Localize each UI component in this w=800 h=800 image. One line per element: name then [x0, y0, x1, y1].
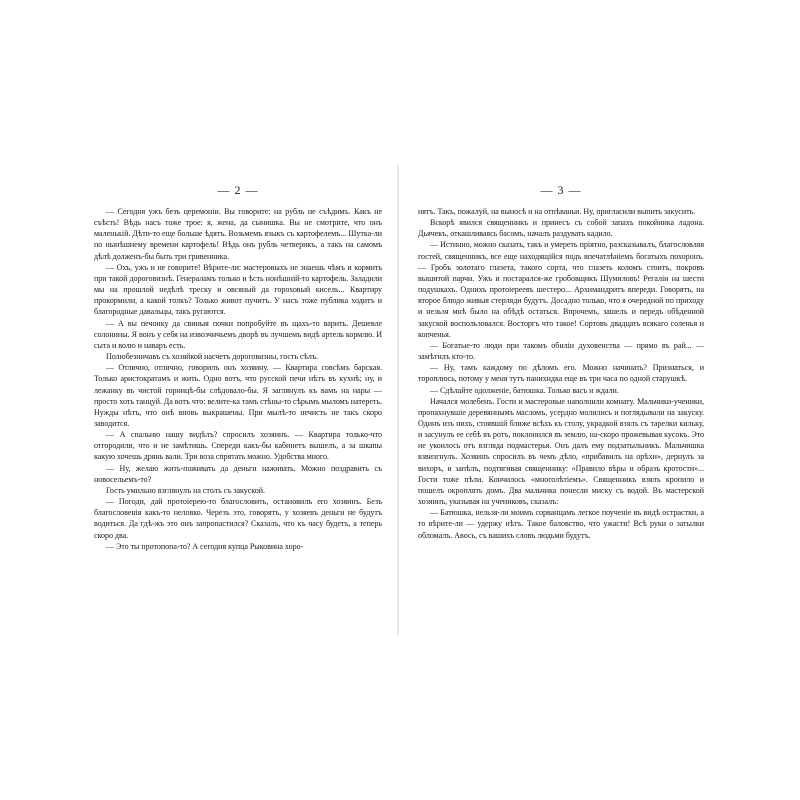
paragraph: — Ну, желаю жить-поживать да деньги наживать. Можно поздравить съ новосельемъ-то? [94, 463, 382, 484]
paragraph: — Отлично, отлично, говорилъ онъ хозяину. — Квартира совсѣмъ барская. Только аристократамъ и жить. Одно вотъ, что русской печи нѣтъ въ кухнѣ; ну, и лежанку въ чистой горницѣ-бы слѣдовало-бы. Я заглянулъ къ вамъ на нары — просто хоть танцуй. Да вотъ что: велите-ка тамъ стѣны-то сѣрымъ мыломъ натереть. Нужды нѣтъ, что онѣ вновь выкрашены. При мылѣ-то нечисть не такъ скоро заводится. [94, 363, 382, 428]
page-number-right: — 3 — [540, 183, 582, 197]
paragraph: — Сдѣлайте одолженіе, батюшка. Только васъ и ждали. [430, 385, 619, 395]
paragraph: Вскорѣ явился священникъ и принесъ съ собой запахъ покойника ладона. Дьячекъ, откашливаясь басомъ, началъ раздувать кадило. [418, 218, 704, 239]
right-page [418, 182, 704, 541]
page-number-left: — 2 — [217, 183, 259, 197]
paragraph: — Это ты протопопа-то? А сегодня купца Рыковина хоро- [106, 541, 304, 551]
paragraph: — А вы печонку да свиныя почки попробуйте въ щахъ-то варить. Дешевле солонины. Я вонъ у себя на извозчичьемъ дворѣ въ лучшемъ видѣ артель кормлю. И сыта и волю и наваръ есть. [94, 318, 382, 350]
paragraph: — Сегодня ужъ безъ церемоніи. Вы говорите: на рубль не съѣдимъ. Какъ не съѣсть! Вѣдь насъ тоже трое: я, жена, да сынишка. Вы не смотрите, что онъ маленькій. Дѣти-то еще больше ѣдятъ. Возьмемъ языкъ съ картофелемъ... Шутка-ли по нынѣшнему времени картофель! Вѣдь онъ рубль четверикъ, а такъ на самомъ дѣлѣ долженъ-бы быть три гривенника. [94, 207, 382, 261]
paragraph: — Погоди, дай протоіерею-то благословить, остановилъ его хозяинъ. Безъ благословенія какъ-то неловко. Черезъ это, говорятъ, у хозяевъ деньги не будутъ водиться. Да гдѣ-жъ это онъ запропастился? Сказалъ, что къ часу будетъ, а теперь скоро два. [94, 497, 382, 540]
paragraph: — Охъ, ужъ и не говорите! Вѣрите-ли: мастеровыхъ не знаешь чѣмъ и кормить при такой дороговизнѣ. Генераламъ только и ѣсть нонѣшній-то картофель. Заладили мы на прошлой недѣлѣ треску и овсяный да гороховый кисель... Квартиру прокормили, а какой толкъ? Только живот пучитъ. У насъ тоже публика ходитъ и благородные давальцы, такъ ругаются. [94, 262, 382, 317]
paragraph: Полюбезничавъ съ хозяйкой насчетъ дороговизны, гость сѣлъ. [106, 352, 318, 362]
left-page [94, 182, 382, 552]
paragraph: нятъ. Такъ, пожалуй, на выносѣ и на отпѣваньи. Ну, пригласили выпить закусить. [418, 207, 696, 216]
paragraph: — А спальню нашу видѣлъ? спросилъ хозяинъ. — Квартира только-что отгородили, что и не замѣтишь. Спереди какъ-бы кабинетъ вышелъ, а за шкапы какую хочешь дрянь вали. Три воза спрятать можно. Удобства много. [94, 430, 382, 462]
paragraph: — Ну, тамъ каждому по дѣломъ его. Можно начинать? Признаться, и тороплюсь, потому у меня тутъ панихидка еще въ три часа по одной старушкѣ. [418, 363, 704, 384]
paragraph: — Истинно, можно сказать, такъ и умереть пріятно, разсказывалъ, благословляя гостей, священникъ, все еще находящійся подъ впечатлѣніемъ богатыхъ похоронъ. — Гробъ золотаго глазета, такого сорта, что глазеть коломъ стоитъ, покровъ вышитой парчи. Ужъ и постарался-же гробовщикъ Шумиловъ! Регаліи на шести подушкахъ. Однихъ протоіереевъ шестеро... Архимандритъ впереди. Говорятъ, на второе блюдо живыя стерляди будутъ. Досадно только, что я очередной по приходу и нельзя мнѣ было на обѣдѣ остаться. Впрочемъ, зашелъ и передъ обѣденной закуской воспользовался. Восторгъ что такое! Сортовъ двадцать всякаго соленья и копченья. [418, 240, 704, 339]
paragraph: — Богатые-то люди при такомъ обиліи духовенства — прямо въ рай... — замѣтилъ кто-то. [418, 340, 704, 362]
paragraph: Гость умильно взглянулъ на столъ съ закуской. [106, 485, 265, 495]
paragraph: Начался молебенъ. Гости и мастеровые наполнили комнату. Мальчики-ученики, пропахнувшіе деревяннымъ масломъ, усердно молились и поглядывали на закуску. Одинъ изъ нихъ, стоявшій ближе всѣхъ къ столу, украдкой взялъ съ тарелки кильку, и засунулъ ее себѣ въ ротъ, поклонился въ землю, на-скоро прожевывая кусокъ. Это не укоилось отъ взгляда подмастерья. Онъ далъ ему подзатыльникъ. Мальчишка взвизгнулъ. Хозяинъ спросилъ въ чемъ дѣло, «прибавилъ на орѣхи», дернулъ за вихоръ, и запѣлъ, подтягивая священнику: «Правило вѣры и образъ кротости»... Гости тоже пѣли. Кончилось «многолѣтіемъ». Священникъ взялъ кропило и пошелъ окроплять домъ. Два мальчика понесли миску съ водой. Въ мастерской хозяинъ, указывая на учениковъ, сказалъ: [418, 396, 704, 507]
paragraph: — Батюшка, нельзя-ли моимъ сорванцамъ легкое поученіе въ видѣ острастки, а то вѣрите-ли — удержу нѣтъ. Такое баловство, что ужасти! Всѣ руки о затылки обломалъ. Авось, съ вашихъ словъ людьми будутъ. [418, 508, 704, 540]
